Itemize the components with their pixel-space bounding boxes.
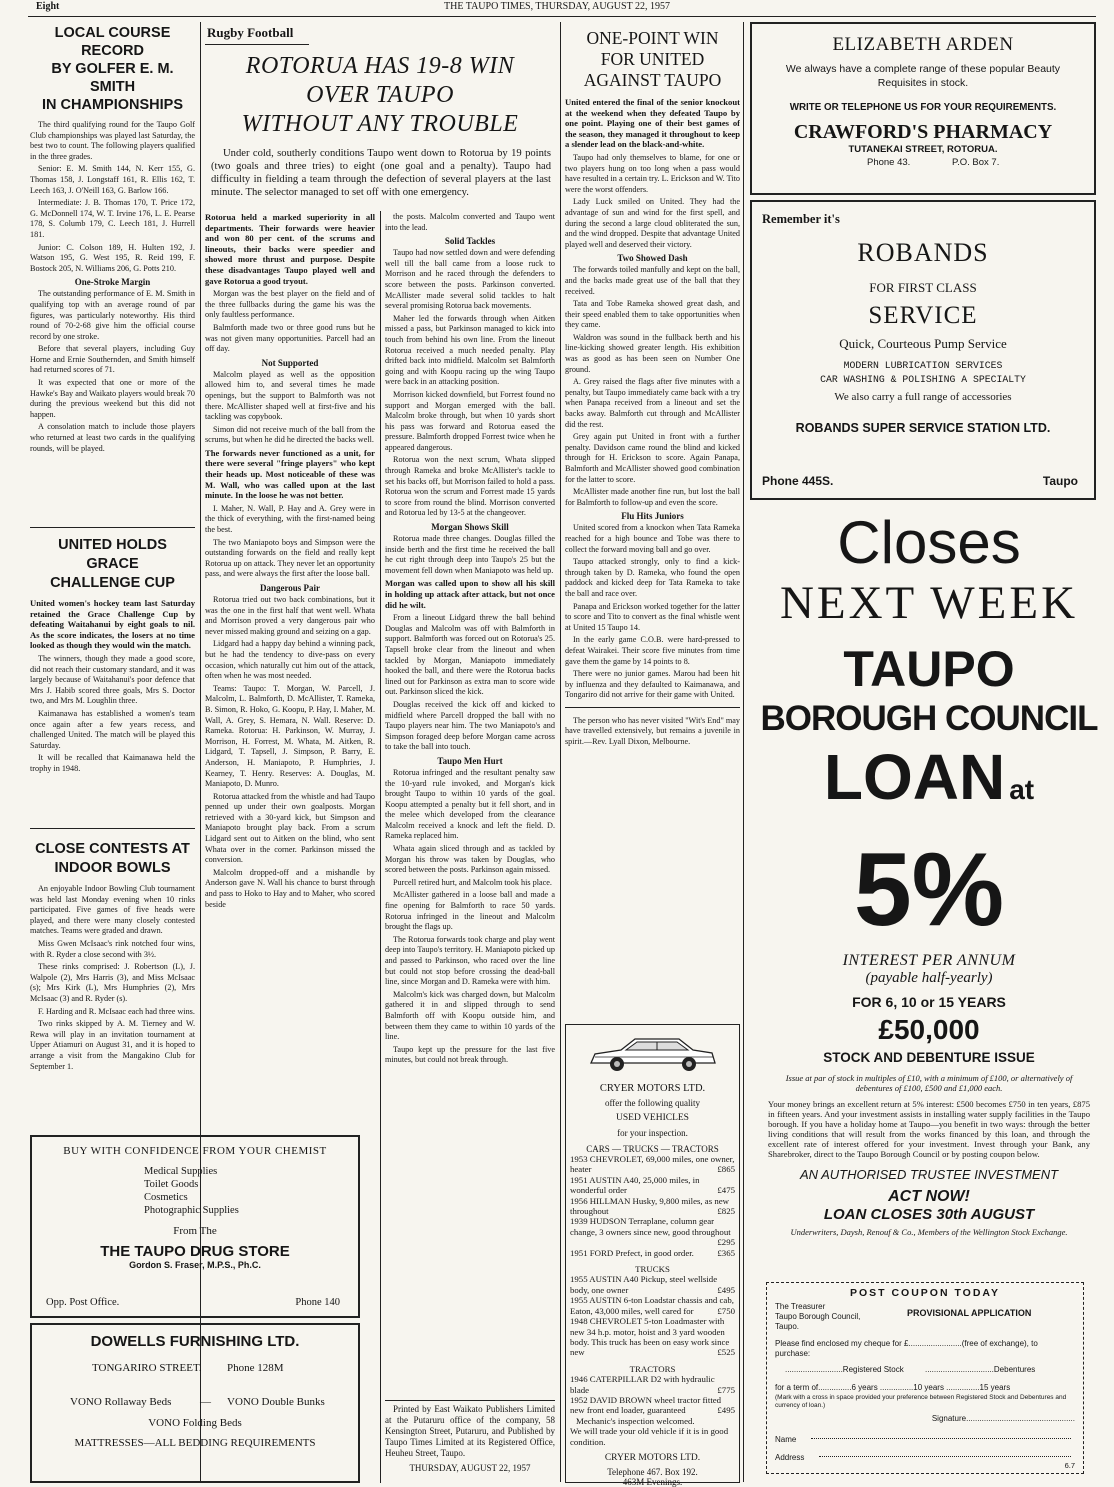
rugby-para: Malcolm dropped-off and a mishandle by Anderson gave N. Wall his chance to burst through and pass to Hoko to Hay and to Maher, who scored beside bbox=[205, 867, 375, 909]
cryer-truck-price: £495 bbox=[717, 1284, 735, 1295]
arden-street: TUTANEKAI STREET, ROTORUA. bbox=[848, 144, 998, 155]
golf-para: A consolation match to include those players who returned at least two cards in the qualifying rounds, will be played. bbox=[30, 422, 195, 453]
imprint-date: THURSDAY, AUGUST 22, 1957 bbox=[409, 1463, 531, 1473]
cryer-truck-price: £750 bbox=[717, 1305, 735, 1316]
united-para: Grey again put United in front with a further penalty. Davidson came round the blind and kicked through for H. Erickson to score. Again Panapa, Balmforth and McAllister showed good combination for the latter to score. bbox=[565, 432, 740, 484]
golf-para: The outstanding performance of E. M. Smith in qualifying top with an average round of par figures, was particularly noteworthy. His third round of 70-2-68 give him the official course record by one stroke. bbox=[30, 289, 195, 341]
dowells-bedding: MATTRESSES—ALL BEDDING REQUIREMENTS bbox=[74, 1437, 316, 1449]
cryer-truck-desc: 1948 CHEVROLET 5-ton Loadmaster with new 34 h.p. motor, hoist and 3 yard wooden body. This truck has been on easy work since new bbox=[570, 1316, 730, 1358]
masthead-title: THE TAUPO TIMES, THURSDAY, AUGUST 22, 1957 bbox=[444, 1, 670, 12]
rugby-header bbox=[205, 22, 555, 218]
cryer-car-desc: 1956 HILLMAN Husky, 9,800 miles, as new throughout bbox=[570, 1195, 729, 1217]
cryer-truck-price: £525 bbox=[717, 1347, 735, 1358]
cryer-truck-item bbox=[570, 1316, 735, 1358]
rugby-para: The Rotorua forwards took charge and play went deep into Taupo's territory. H. Maniapoto picked up and passed to Parkinson, who raced over the line but could not stop before crossing the dead-ball line, since Morgan and D. Rameka were with him. bbox=[385, 934, 555, 987]
united-para: Panapa and Erickson worked together for the latter to score and Tito to convert as the final whistle went at United 15 Taupo 14. bbox=[565, 601, 740, 632]
cryer-tractor-desc: 1946 CATERPILLAR D2 with hydraulic blade bbox=[570, 1374, 715, 1395]
dowells-phone: Phone 128M bbox=[227, 1362, 284, 1374]
united-para: Taupo had only themselves to blame, for one or two players hung on too long when a pass would have resulted in a certain try. L. Erickson and W. Tito were the worst offenders. bbox=[565, 152, 740, 194]
coupon-signature[interactable]: Signature................................................. bbox=[931, 1414, 1075, 1423]
rugby-para: Maher led the forwards through when Aitken missed a pass, but Parkinson managed to kick into touch from behind his own line. From the lineout Rotorua received a much needed penalty. Play drifted back into midfield. Malcolm set Balmforth going and with Koopu racing up the wing Taupo were back in an attacking position. bbox=[385, 313, 555, 387]
rugby-subhead: Solid Tackles bbox=[444, 236, 496, 247]
cryer-car-desc: 1939 HUDSON Terraplane, column gear change, 3 owners since new, good throughout bbox=[570, 1216, 731, 1237]
cryer-truck-item bbox=[570, 1274, 735, 1295]
united-para: There were no junior games. Marou had been hit by influenza and they defaulted to Kaimanawa, and Tongariro did not arrive for their game with United. bbox=[565, 669, 740, 700]
bowls-para: An enjoyable Indoor Bowling Club tournament was held last Monday evening when 10 rinks participated. Five games of five heads were played, and there were many closely contested matches. Teams were graded and drawn. bbox=[30, 884, 195, 936]
arden-line: We always have a complete range of these popular Beauty Requisites in stock. bbox=[785, 63, 1061, 89]
coupon-debentures[interactable]: ...............................Debentures bbox=[925, 1365, 1036, 1374]
loan-closes-date: LOAN CLOSES 30th AUGUST bbox=[823, 1206, 1035, 1223]
loan-ad bbox=[750, 506, 1108, 1482]
grace-headline-1: UNITED HOLDS GRACE bbox=[58, 537, 167, 572]
rugby-subhead: Not Supported bbox=[261, 357, 319, 368]
chemist-item: Medical Supplies bbox=[144, 1166, 218, 1177]
cryer-trucks-heading: TRUCKS bbox=[635, 1264, 670, 1275]
rugby-para: Rotorua infringed and the resultant penalty saw the 10-yard rule invoked, and Morgan's kick brought Taupo to within 10 yards of the goal. Koopu attempted a penalty but it fell short, and in the melee which developed from the clearance Malcolm received a knock and left the field. D. Rameka replaced him. bbox=[385, 767, 555, 841]
cryer-ad bbox=[565, 1024, 740, 1487]
arden-write: WRITE OR TELEPHONE US FOR YOUR REQUIREMENTS. bbox=[789, 102, 1057, 113]
chemist-owner: Gordon S. Fraser, M.P.S., Ph.C. bbox=[129, 1260, 261, 1270]
loan-rate: 5% bbox=[853, 832, 1005, 948]
rugby-para: Purcell retired hurt, and Malcolm took his place. bbox=[393, 877, 552, 887]
rugby-headline-3: WITHOUT ANY TROUBLE bbox=[241, 111, 519, 137]
grace-headline-2: CHALLENGE CUP bbox=[50, 575, 175, 591]
golf-para: Intermediate: J. B. Thomas 170, T. Price 172, G. McDonnell 174, W. T. Irvine 176, L. E. Pearse 178, S. Columb 179, C. Leech 181, J. Hurrell 181. bbox=[30, 198, 195, 239]
loan-interest: INTEREST PER ANNUM bbox=[842, 952, 1016, 969]
cryer-car-item bbox=[570, 1216, 735, 1248]
bowls-para: Two rinks skipped by A. M. Tierney and W. Rewa will play in an invitation tournament at Upper Atiamuri on August 31, and it is hoped to arrange a visit from the Mangakino Club for September 1. bbox=[30, 1019, 195, 1071]
chemist-right: Phone 140 bbox=[295, 1297, 340, 1308]
grace-lead: United women's hockey team last Saturday retained the Grace Challenge Cup by defeating Waitahanui by eight goals to nil. As the score indicates, the losers at no time looked as though they would win the match. bbox=[30, 598, 195, 651]
cryer-name: CRYER MOTORS LTD. bbox=[599, 1083, 706, 1094]
golf-subhead: One-Stroke Margin bbox=[74, 277, 151, 288]
golf-para: It was expected that one or more of the Hawke's Bay and Waikato players would break 70 during the previous weekend but this did not happen. bbox=[30, 378, 195, 419]
cryer-car-price: £365 bbox=[717, 1247, 735, 1258]
united-subhead: Flu Hits Juniors bbox=[621, 511, 684, 522]
rugby-para: Taupo had now settled down and were defending well till the ball came from a loose ruck to Morrison and he raced through the defenders to score between the posts. Parkinson converted. McAllister made several solid tackles to halt several promising Rotorua back movements. bbox=[385, 248, 555, 311]
rugby-teams: Teams: Taupo: T. Morgan, W. Parcell, J. Malcolm, L. Balmforth, D. McAllister, T. Rameka, B. Simon, R. Hoko, G. Koopu, P. Hay, I. Maher, M. Wall, A. Grey, S. Hemara, N. Wall. Reserve: D. Rameka. Rotorua: H. Parkinson, W. Murray, J. Morrison, H. Forrest, M. Whata, M. Aitken, R. Lidgard, T. Tapsell, J. Simpson, P. Barry, E. Anderson, H. Maniapoto, P. Humphries, J. Kearney, T. Henry. Reserves: A. Douglas, M. Maniapoto, D. Munro. bbox=[205, 683, 375, 789]
loan-next-week: NEXT WEEK bbox=[779, 577, 1079, 629]
golf-para: The third qualifying round for the Taupo Golf Club championships was played last Saturday, the best two to count. The following players qualified in the three grades. bbox=[30, 120, 195, 161]
robands-station: ROBANDS SUPER SERVICE STATION LTD. bbox=[795, 421, 1051, 435]
cryer-car-item bbox=[570, 1175, 735, 1196]
robands-phone: Phone 445S. bbox=[762, 474, 834, 488]
united-para: A. Grey raised the flags after five minutes with a penalty, but Taupo immediately came back with a try when Panapa received from a lineout and set the backs away. Balmforth cut through and McAllister did the rest. bbox=[565, 377, 740, 429]
dowells-name: DOWELLS FURNISHING LTD. bbox=[90, 1333, 300, 1350]
rugby-headline-2: OVER TAUPO bbox=[306, 82, 454, 108]
united-headline-1: ONE-POINT WIN bbox=[586, 28, 719, 48]
rugby-para: Rotorua made three changes. Douglas filled the inside berth and the first time he received the ball he cut right through deep into Taupo's 25 but the movement fell down when Maniapoto was held up. bbox=[385, 534, 555, 575]
loan-council: BOROUGH COUNCIL bbox=[760, 699, 1098, 738]
cryer-footer: Mechanic's inspection welcomed. bbox=[576, 1415, 695, 1426]
cryer-car-desc: 1953 CHEVROLET, 69,000 miles, one owner, heater bbox=[570, 1154, 735, 1175]
dowells-item: VONO Folding Beds bbox=[148, 1417, 242, 1429]
rugby-para: Whata again sliced through and as tackled by Morgan his throw was taken by Douglas, who scored between the posts. Parkinson again missed. bbox=[385, 844, 555, 875]
rugby-col-1 bbox=[205, 212, 375, 1480]
chemist-item: Toilet Goods bbox=[144, 1179, 199, 1190]
coupon-provisional: PROVISIONAL APPLICATION bbox=[907, 1308, 1032, 1318]
masthead bbox=[0, 0, 1114, 16]
coupon-to: Taupo Borough Council, bbox=[775, 1312, 861, 1321]
coupon-name-label: Name bbox=[775, 1435, 797, 1444]
loan-act-now: ACT NOW! bbox=[888, 1188, 970, 1205]
cryer-car-price: £825 bbox=[717, 1206, 735, 1217]
rugby-headline-1: ROTORUA HAS 19-8 WIN bbox=[245, 53, 515, 79]
loan-at: at bbox=[1009, 774, 1035, 805]
grace-article bbox=[30, 532, 195, 824]
coupon-name-line[interactable] bbox=[811, 1438, 1071, 1439]
rugby-para: Morgan was the best player on the field and of the three fullbacks during the game his was the only faultless performance. bbox=[205, 289, 375, 320]
loan-issue: STOCK AND DEBENTURE ISSUE bbox=[823, 1050, 1035, 1065]
rugby-subhead: Taupo Men Hurt bbox=[437, 755, 503, 766]
cryer-categories: CARS — TRUCKS — TRACTORS bbox=[586, 1144, 719, 1154]
loan-taupo: TAUPO bbox=[843, 641, 1015, 697]
robands-for: FOR FIRST CLASS bbox=[869, 280, 977, 295]
rugby-para: The two Maniapoto boys and Simpson were the outstanding forwards on the field and really kept Rotorua up on attack. They never let an opportunity pass, and were always the first after the loose ball. bbox=[205, 537, 375, 579]
cryer-car-desc: 1951 AUSTIN A40, 25,000 miles, in wonderful order bbox=[570, 1174, 700, 1196]
cryer-offer: offer the following quality bbox=[604, 1098, 701, 1108]
wits-end-quote: The person who has never visited "Wit's End" may have travelled extensively, but remains a juvenile in spirit.—Rev. Lyall Dixon, Melbourne. bbox=[565, 715, 740, 747]
imprint-text: Printed by East Waikato Publishers Limited at the Putaruru office of the company, 58 Kensington Street, Putaruru, and Published by Taupo Times Limited at its Registered Office, Heuheu Street, Taupo. bbox=[385, 1404, 555, 1458]
golf-headline-3: IN CHAMPIONSHIPS bbox=[42, 97, 183, 113]
golf-article bbox=[30, 22, 195, 522]
robands-remember: Remember it's bbox=[762, 212, 840, 226]
robands-service: SERVICE bbox=[868, 302, 978, 329]
cryer-car-item bbox=[570, 1248, 735, 1258]
bowls-para: F. Harding and R. McIsaac each had three wins. bbox=[38, 1006, 195, 1016]
rugby-subhead: Dangerous Pair bbox=[259, 583, 321, 593]
cryer-car-item bbox=[570, 1196, 735, 1217]
rugby-subhead: Morgan Shows Skill bbox=[431, 522, 509, 533]
bowls-para: These rinks comprised: J. Robertson (L), J. Walpole (2), Mrs Harris (3), and Miss McIsaac (s); Mrs Kirk (L), Mrs Humphries (2), Mrs McIsaac (3) and R. Ryder (s). bbox=[30, 962, 195, 1003]
loan-amount: £50,000 bbox=[878, 1014, 980, 1045]
united-para: McAllister made another fine run, but lost the ball for Balmforth to follow-up and even the score. bbox=[565, 487, 740, 507]
loan-trustee: AN AUTHORISED TRUSTEE INVESTMENT bbox=[799, 1167, 1059, 1182]
arden-ad bbox=[750, 22, 1096, 195]
golf-headline-2: BY GOLFER E. M. SMITH bbox=[51, 61, 174, 95]
loan-word: LOAN bbox=[823, 741, 1006, 813]
rugby-bold: Morgan was called upon to show all his skill in holding up attack after attack, but not once did he wilt. bbox=[385, 578, 555, 610]
cryer-car-price: £475 bbox=[717, 1185, 735, 1196]
golf-headline-1: LOCAL COURSE RECORD bbox=[54, 25, 171, 59]
united-headline-3: AGAINST TAUPO bbox=[583, 70, 722, 90]
coupon-to: Taupo. bbox=[775, 1322, 800, 1331]
rugby-para: Rotorua tried out two back combinations, but it was the one in the first half that went well. Whata and Morrison proved a very dangerous pair who never missed making ground and seizing on a gap. bbox=[205, 595, 375, 636]
golf-para: Before that several players, including Guy Horne and Ernie Southernden, and Smith himself had returned scores of 71. bbox=[30, 344, 195, 375]
bowls-para: Miss Gwen McIsaac's rink notched four wins, with R. Ryder a close second with 3½. bbox=[30, 938, 195, 959]
rugby-para: Morrison kicked downfield, but Forrest found no support and Morgan emerged with the ball. Malcolm broke through, but when 10 yards short his pass was forward and Rotorua eased the pressure. Balmforth dropped Forrest twice when he appeared dangerous. bbox=[385, 389, 555, 452]
coupon-code: 6.7 bbox=[1064, 1461, 1075, 1470]
cryer-car-price: £865 bbox=[717, 1164, 735, 1175]
robands-quick: Quick, Courteous Pump Service bbox=[839, 336, 1007, 351]
golf-para: Junior: C. Colson 189, H. Hulten 192, J. Watson 195, G. West 195, R. Reid 199, F. Bostock 205, N. Williams 206, G. Potts 210. bbox=[30, 242, 195, 273]
cryer-truck-desc: 1955 AUSTIN 6-ton Loadstar chassis and cab, Eaton, 43,000 miles, well cared for bbox=[570, 1295, 734, 1316]
loan-par: Issue at par of stock in multiples of £10, with a minimum of £100, or alternatively of debentures of £100, £500 and £1,000 each. bbox=[785, 1073, 1073, 1093]
united-article bbox=[565, 22, 740, 1018]
cryer-car-desc: 1951 FORD Prefect, in good order. bbox=[570, 1247, 694, 1258]
car-illustration bbox=[585, 1033, 720, 1077]
rugby-label: Rugby Football bbox=[207, 25, 294, 40]
grace-para: Kaimanawa has established a women's team once again after a few years recess, and challenged United. The match will be played this Saturday. bbox=[30, 708, 195, 750]
bowls-headline-2: INDOOR BOWLS bbox=[54, 860, 171, 876]
chemist-from: From The bbox=[173, 1225, 217, 1237]
cryer-truck-item bbox=[570, 1295, 735, 1316]
robands-town: Taupo bbox=[1042, 474, 1078, 488]
rugby-para: Malcolm's kick was charged down, but Malcolm gathered it in and slipped through to send Balmforth off with Koopu outside him, and between them they came to within 10 yards of the line. bbox=[385, 989, 555, 1042]
united-lead: United entered the final of the senior knockout at the weekend when they defeated Taupo by one point. Playing one of their best games of the season, they managed it throughout to keep a slender lead on the black-and-white. bbox=[565, 97, 740, 150]
car-hubcap-shape bbox=[614, 1061, 620, 1067]
chemist-top: BUY WITH CONFIDENCE FROM YOUR CHEMIST bbox=[63, 1145, 327, 1157]
cryer-truck-desc: 1955 AUSTIN A40 Pickup, steel wellside body, one owner bbox=[570, 1274, 718, 1295]
page-number: Eight bbox=[36, 1, 60, 12]
loan-closes: Closes bbox=[837, 509, 1021, 576]
united-para: Taupo attacked strongly, only to find a kick-through taken by D. Rameka, who found the open paddock and kicked deep for Tata Rameka to take the ball and race over. bbox=[565, 557, 740, 598]
cryer-evenings: 463M Evenings. bbox=[622, 1476, 683, 1487]
rugby-para: I. Maher, N. Wall, P. Hay and A. Grey were in the thick of everything, with the first-named being the best. bbox=[205, 503, 375, 535]
golf-para: Senior: E. M. Smith 144, N. Kerr 155, G. Thomas 158, J. Longstaff 161, R. Ellis 162, T. Leech 163, J. O'Neill 163, G. Barlow 166. bbox=[30, 164, 195, 195]
robands-ad bbox=[750, 200, 1096, 500]
rugby-para: Simon did not receive much of the ball from the scrums, but when he did he directed the backs well. bbox=[205, 424, 375, 445]
loan-underwriters: Underwriters, Daysh, Renouf & Co., Members of the Wellington Stock Exchange. bbox=[790, 1227, 1068, 1237]
grace-para: The winners, though they made a good score, did not reach their customary standard, and it was largely because of Waitahanui's poor defence that Mrs J. Habib scored three goals, Mrs S. Doctor two, and Mrs M. Loughlin three. bbox=[30, 653, 195, 706]
cryer-inspection: for your inspection. bbox=[617, 1128, 688, 1138]
robands-wash: CAR WASHING & POLISHING A SPECIALTY bbox=[820, 374, 1026, 385]
bowls-headline-1: CLOSE CONTESTS AT bbox=[35, 841, 190, 857]
grace-para: It will be recalled that Kaimanawa held the trophy in 1948. bbox=[30, 753, 195, 773]
united-para: United scored from a knockon when Tata Rameka reached for a high bounce and Tobe was there to collect the forward moving ball and go over. bbox=[565, 523, 740, 554]
cryer-tractor-item bbox=[570, 1395, 735, 1416]
dowells-dash: — bbox=[200, 1396, 211, 1408]
chemist-item: Cosmetics bbox=[144, 1192, 188, 1203]
rugby-para: McAllister gathered in a loose ball and made a fine opening for Balmforth to race 50 yards. Rotorua infringed in the lineout and Malcolm brought the flags up. bbox=[385, 890, 555, 932]
rugby-para: Balmforth made two or three good runs but he was not given many opportunities. Parcell had an off day. bbox=[205, 322, 375, 354]
united-headline-2: FOR UNITED bbox=[600, 49, 705, 69]
bowls-article bbox=[30, 834, 195, 1130]
dowells-item: VONO Double Bunks bbox=[227, 1396, 325, 1408]
coupon-registered-stock[interactable]: ..........................Registered Stock bbox=[785, 1365, 904, 1374]
cryer-tractor-item bbox=[570, 1374, 735, 1395]
arden-pharmacy: CRAWFORD'S PHARMACY bbox=[793, 121, 1053, 143]
coupon-mark: (Mark with a cross in space provided your preference between Registered Stock and Debentures and currency of loan.) bbox=[775, 1394, 1067, 1409]
loan-half-yearly: (payable half-yearly) bbox=[865, 970, 993, 986]
united-para: The forwards toiled manfully and kept on the ball, and the backs made great use of the ball that they received. bbox=[565, 265, 740, 296]
united-para: Lady Luck smiled on United. They had the advantage of sun and wind for the first spell, and during the second a large cloud obliterated the sun, and the wind dropped. Despite that advantage United played well and deserved their victory. bbox=[565, 197, 740, 249]
rugby-para: Malcolm played as well as the opposition allowed him to, and several times he made openings, but the support to Balmforth was not there. McAllister shaped well at first-five and his tackling was copybook. bbox=[205, 369, 375, 422]
cryer-tractor-desc: 1952 DAVID BROWN wheel tractor fitted new front end loader, guaranteed bbox=[570, 1394, 722, 1416]
robands-carry: We also carry a full range of accessories bbox=[834, 391, 1012, 403]
arden-phone: Phone 43. bbox=[867, 157, 911, 168]
coupon-address-line[interactable] bbox=[819, 1456, 1071, 1457]
rugby-para: From a lineout Lidgard threw the ball behind Douglas and Malcolm was off with Balmforth in support. Balmforth was forced out on Rotorua's 25. Tapsell broke clear from the lineout and when tackled by Morgan, Maniapoto immediately hooked the ball, and there were the Rotorua backs lined out for Parkinson as extra man to score wide out. Parkinson sliced the kick. bbox=[385, 613, 555, 697]
robands-modern: MODERN LUBRICATION SERVICES bbox=[843, 360, 1003, 371]
dowells-item: VONO Rollaway Beds bbox=[70, 1396, 172, 1408]
coupon-enclose[interactable]: Please find enclosed my cheque for £........................(free of exchange), to purchase: bbox=[775, 1339, 1038, 1358]
coupon-title: POST COUPON TODAY bbox=[849, 1287, 1001, 1299]
rugby-para: the posts. Malcolm converted and Taupo went into the lead. bbox=[385, 212, 555, 232]
coupon-address-label: Address bbox=[775, 1453, 805, 1462]
rugby-bold: The forwards never functioned as a unit, for there were several "fringe players" who kept their heads up. Most noticeable of these was M. Wall, who was called upon at the last minute. In the loose he was not better. bbox=[205, 447, 375, 501]
rugby-para: Taupo kept up the pressure for the last five minutes, but could not break through. bbox=[385, 1044, 555, 1065]
coupon-term[interactable]: for a term of...............6 years ...............10 years ...............15 years bbox=[775, 1383, 1011, 1392]
robands-name: ROBANDS bbox=[857, 238, 989, 267]
rugby-para: Rotorua attacked from the whistle and had Taupo penned up under their own goalposts. Morgan retrieved with a 30-yard kick, but Simpson and Maniapoto brought play back. From a scrum Lidgard sent out to Aitken on the blind, who sent Whata over in the corner. Parkinson missed the conversion. bbox=[205, 791, 375, 865]
cryer-car-price: £295 bbox=[717, 1237, 735, 1248]
rugby-para: Lidgard had a happy day behind a winning pack, but he had the tendency to dive-pass on every occasion, which naturally cut him out of the attack, often when he was most needed. bbox=[205, 639, 375, 681]
united-para: In the early game C.O.B. were hard-pressed to defeat Wairakei. Their score five minutes from time gave them the game by 14 points to 8. bbox=[565, 635, 740, 666]
rugby-intro: Under cold, southerly conditions Taupo went down to Rotorua by 19 points (two goals and three tries) to eight (one goal and a penalty). Taupo had difficulty in fielding a team through the defection of several players at the last minute. The selector managed to set off with one emergency. bbox=[211, 148, 551, 198]
arden-box: P.O. Box 7. bbox=[952, 157, 1000, 168]
car-hubcap-shape bbox=[686, 1061, 692, 1067]
cryer-tractor-price: £495 bbox=[717, 1405, 735, 1416]
cryer-tractors-heading: TRACTORS bbox=[629, 1363, 676, 1374]
rugby-para: Rotorua won the next scrum, Whata slipped through Rameka and broke McAllister's tackle to set his backs off, but Morrison failed to hold a pass. Rotorua won the scrum and Forrest made 15 yards to score from round the blind. Morrison converted and Rotorua led by 13-5 at the changeover. bbox=[385, 455, 555, 518]
post-coupon[interactable] bbox=[766, 1282, 1084, 1474]
united-para: Tata and Tobe Rameka showed great dash, and their speed enabled them to take opportunities when they came. bbox=[565, 299, 740, 330]
cryer-cars-list bbox=[566, 1154, 739, 1447]
rugby-lead: Rotorua held a marked superiority in all departments. Their forwards were heavier and won 80 per cent. of the scrums and lineouts, their backs were speedier and showed more thrust and purpose. Despite these disadvantages Taupo played well and gave Rotorua a good tryout. bbox=[205, 212, 375, 286]
rugby-para: Douglas received the kick off and kicked to midfield where Parcell dropped the ball with no Taupo players near him. The two Maniapoto's and Simpson foraged deep before Morgan came across to take the ball into touch. bbox=[385, 699, 555, 752]
dowells-street: TONGARIRO STREET. bbox=[92, 1362, 202, 1374]
cryer-used: USED VEHICLES bbox=[616, 1113, 689, 1123]
imprint bbox=[385, 1404, 555, 1482]
cryer-footer: We will trade your old vehicle if it is in good condition. bbox=[570, 1426, 729, 1447]
rugby-col-2 bbox=[385, 212, 555, 1398]
loan-years: FOR 6, 10 or 15 YEARS bbox=[852, 994, 1006, 1010]
arden-title: ELIZABETH ARDEN bbox=[832, 34, 1014, 55]
chemist-name: THE TAUPO DRUG STORE bbox=[100, 1243, 290, 1260]
coupon-to: The Treasurer bbox=[775, 1302, 826, 1311]
cryer-tractor-price: £775 bbox=[717, 1384, 735, 1395]
loan-body: Your money brings an excellent return at 5% interest: £500 becomes £750 in ten years, £875 in fifteen years. And your investment assists in installing water supply facilities in the Taupo borough. If you have a holiday home at Taupo—you benefit in two ways: through the better living conditions that will result from the works financed by this loan, and through the excellent rate of interest offered for your investment. Invest through your Bank, any Sharebroker, direct to the Taupo Borough Council or by posting coupon below. bbox=[768, 1099, 1090, 1159]
chemist-item: Photographic Supplies bbox=[144, 1205, 239, 1216]
united-subhead: Two Showed Dash bbox=[617, 253, 688, 264]
cryer-tel: Telephone 467. Box 192. bbox=[607, 1466, 698, 1477]
united-para: Waldron was sound in the fullback berth and his line-kicking showed greater length. His exhibition was as good as has been seen on Number One ground. bbox=[565, 332, 740, 374]
cryer-sign: CRYER MOTORS LTD. bbox=[604, 1452, 701, 1463]
cryer-car-item bbox=[570, 1154, 735, 1175]
chemist-left: Opp. Post Office. bbox=[46, 1297, 120, 1308]
